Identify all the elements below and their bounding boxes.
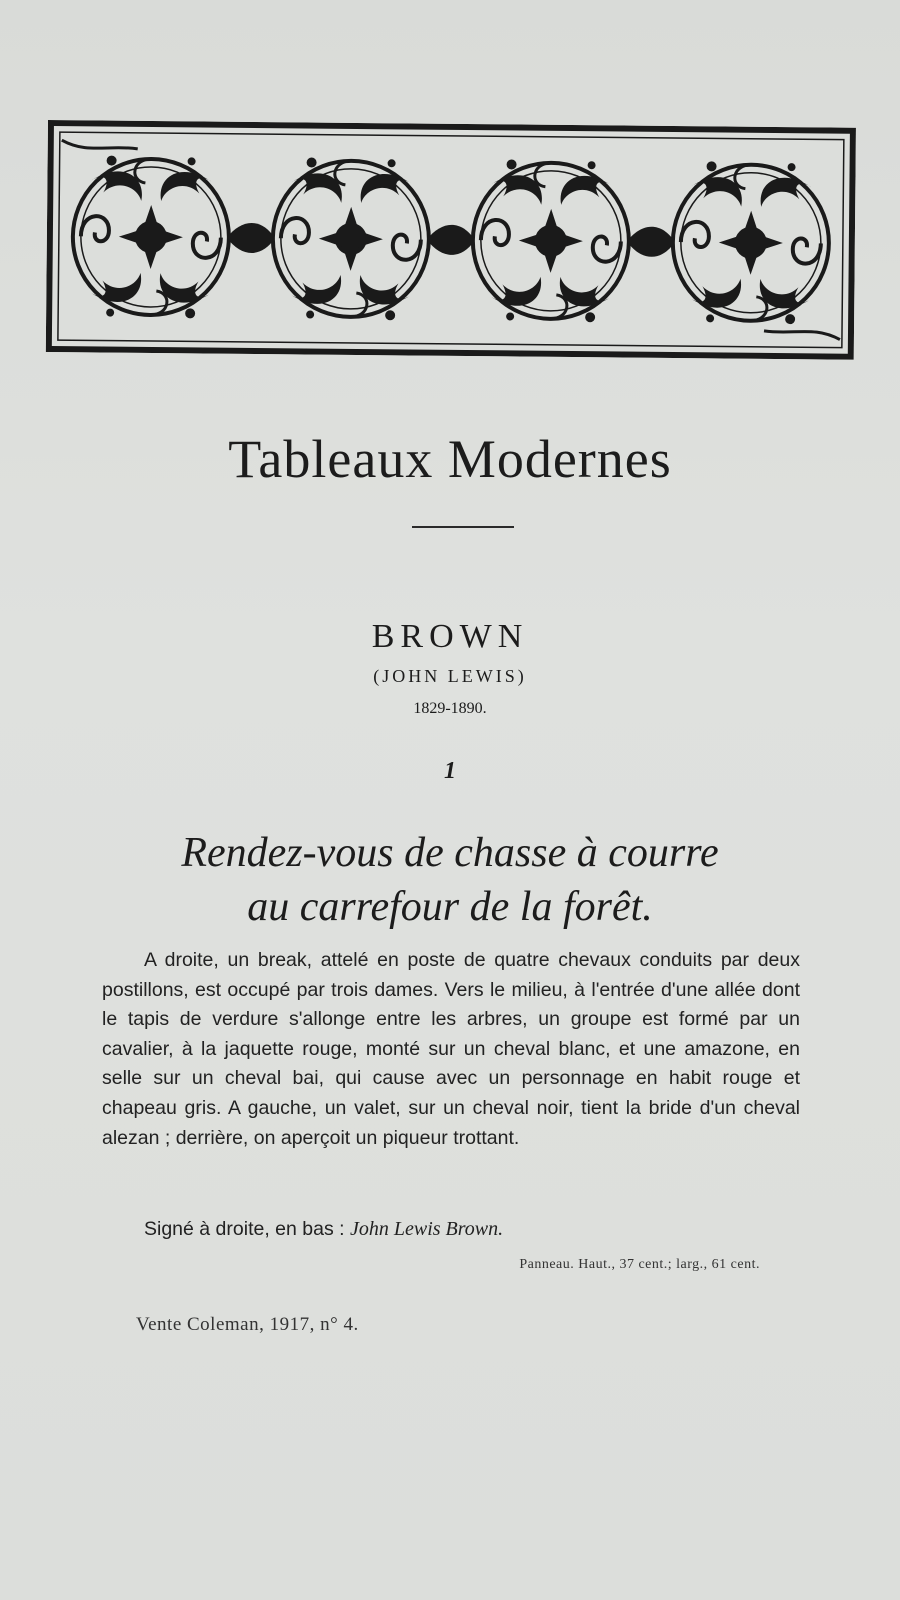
signature-prefix: Signé à droite, en bas : xyxy=(144,1218,345,1240)
dimensions: Panneau. Haut., 37 cent.; larg., 61 cent. xyxy=(519,1257,760,1272)
title-divider xyxy=(412,526,514,528)
work-title-line-1: Rendez-vous de chasse à courre xyxy=(181,830,719,876)
provenance: Vente Coleman, 1917, n° 4. xyxy=(136,1314,359,1335)
section-title: Tableaux Modernes xyxy=(228,429,672,489)
arabesque-ornament-icon xyxy=(46,120,856,360)
signature-name: John Lewis Brown. xyxy=(349,1218,504,1240)
artist-dates: 1829-1890. xyxy=(413,700,487,717)
artist-full-name: (JOHN LEWIS) xyxy=(373,666,527,686)
signature-note xyxy=(144,1218,503,1241)
work-title-line-2: au carrefour de la forêt. xyxy=(247,884,653,930)
lot-number: 1 xyxy=(444,758,456,784)
work-description: A droite, un break, attelé en poste de quatre chevaux conduits par deux postillons, est occupé par trois dames. Vers le milieu, à l'entrée d'une allée dont le tapis de verdure s'allonge entre les arbres, un groupe est formé par un cavalier, à la jaquette rouge, monté sur un cheval blanc, et une amazone, en selle sur un cheval bai, qui cause avec un personnage en habit rouge et chapeau gris. A gauche, un valet, sur un cheval noir, tient la bride d'un cheval alezan ; derrière, on aperçoit un piqueur trottant. xyxy=(102,949,800,1149)
artist-name: BROWN xyxy=(371,618,529,655)
work-title xyxy=(0,826,900,934)
